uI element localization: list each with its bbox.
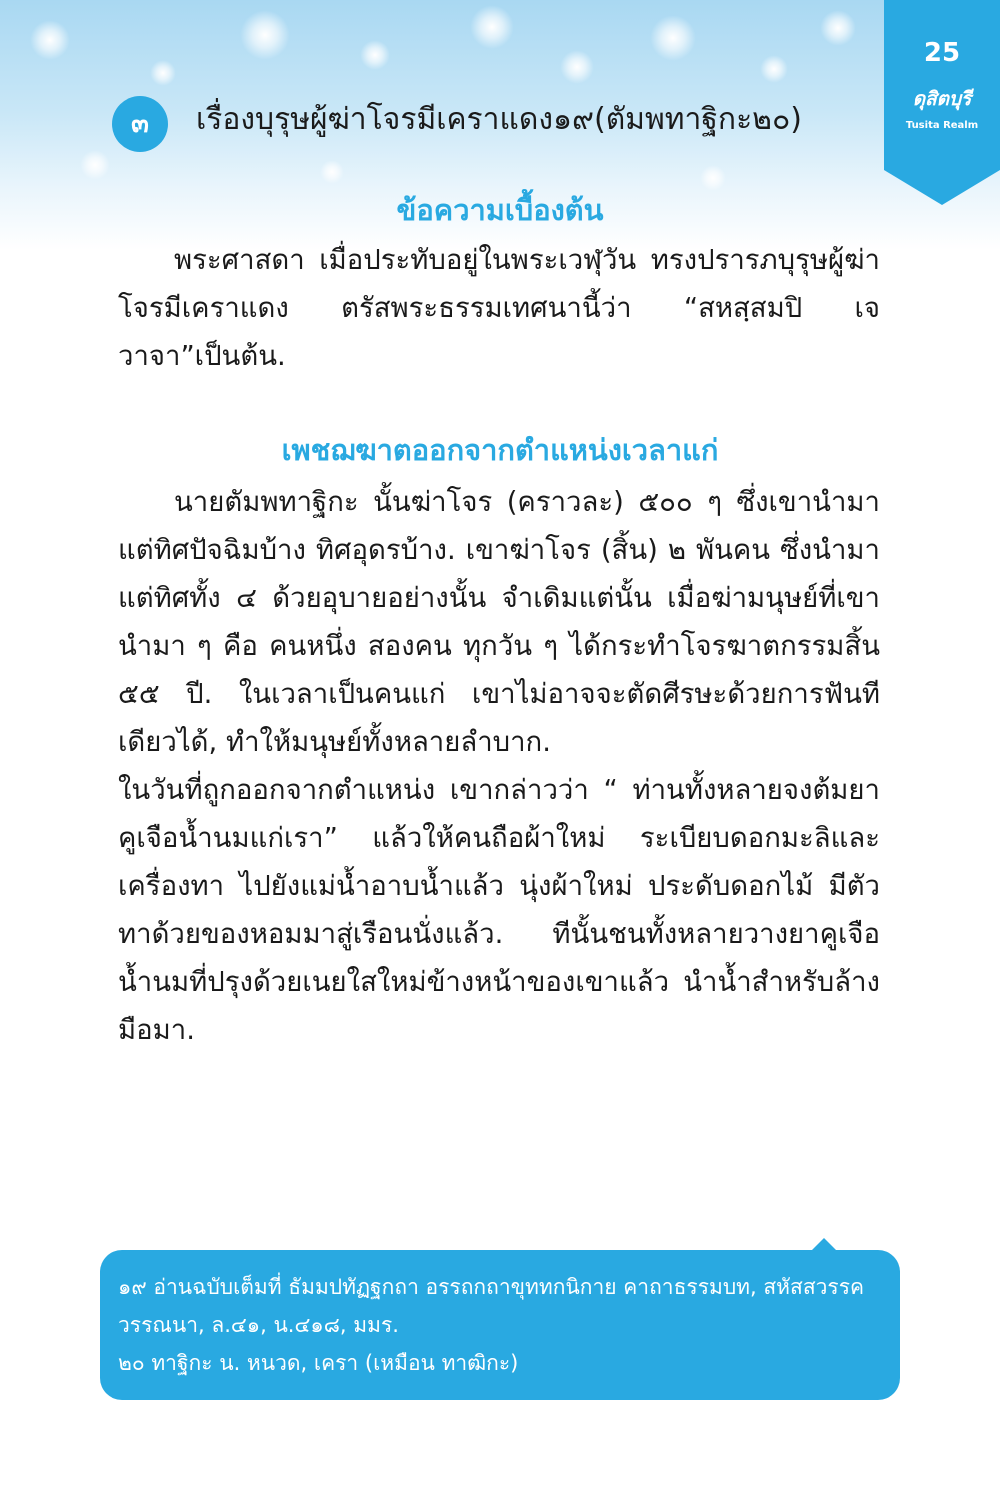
chapter-number-badge: ๓ — [112, 96, 168, 152]
section-body — [118, 236, 880, 380]
paragraph: ในวันที่ถูกออกจากตำแหน่ง เขากล่าวว่า “ ท่านทั้งหลายจงต้มยาคูเจือน้ำนมแก่เรา” แล้วให้คนถือผ้าใหม่ ระเบียบดอกมะลิและเครื่องทา ไปยังแม่น้ำอาบน้ำแล้ว นุ่งผ้าใหม่ ประดับดอกไม้ มีตัวทาด้วยของหอมมาสู่เรือนนั่งแล้ว. ทีนั้นชนทั้งหลายวางยาคูเจือน้ำนมที่ปรุงด้วยเนยใสใหม่ข้างหน้าของเขาแล้ว นำน้ำสำหรับล้างมือมา. — [118, 774, 880, 1046]
sparkle-decoration — [30, 20, 70, 60]
section-heading: เพชฌฆาตออกจากตำแหน่งเวลาแก่ — [281, 433, 719, 467]
paragraph: นายตัมพทาฐิกะ นั้นฆ่าโจร (คราวละ) ๕๐๐ ๆ ซึ่งเขานำมาแต่ทิศปัจฉิมบ้าง ทิศอุดรบ้าง. เขาฆ่าโจร (สิ้น) ๒ พันคน ซึ่งนำมาแต่ทิศทั้ง ๔ ด้วยอุบายอย่างนั้น จำเดิมแต่นั้น เมื่อฆ่ามนุษย์ที่เขานำมา ๆ คือ คนหนึ่ง สองคน ทุกวัน ๆ ได้กระทำโจรฆาตกรรมสิ้น ๕๕ ปี. ในเวลาเป็นคนแก่ เขาไม่อาจจะตัดศีรษะด้วยการฟันทีเดียวได้, ทำให้มนุษย์ทั้งหลายลำบาก. — [118, 486, 880, 758]
sparkle-decoration — [150, 60, 176, 86]
page-number-tab — [884, 0, 1000, 205]
sparkle-decoration — [760, 55, 788, 83]
brand-logo-english: Tusita Realm — [905, 120, 979, 131]
brand-logo-thai: ดุสิตบุรี — [912, 88, 972, 110]
section-heading: ข้อความเบื้องต้น — [396, 193, 604, 227]
page-number: 25 — [923, 38, 961, 68]
chapter-title: เรื่องบุรุษผู้ฆ่าโจรมีเคราแดง๑๙(ตัมพทาฐิกะ๒๐) — [196, 102, 802, 137]
sparkle-decoration — [470, 5, 514, 49]
footnote-19: ๑๙ อ่านฉบับเต็มที่ ธัมมปทัฏฐกถา อรรถกถาขุททกนิกาย คาถาธรรมบท, สหัสสวรรควรรณนา, ล.๔๑, น.๔๑๘, มมร. — [118, 1275, 865, 1337]
sparkle-decoration — [560, 50, 594, 84]
paragraph: พระศาสดา เมื่อประทับอยู่ในพระเวฬุวัน ทรงปรารภบุรุษผู้ฆ่าโจรมีเคราแดง ตรัสพระธรรมเทศนานี้ว่า “สหสฺสมปิ เจ วาจา”เป็นต้น. — [118, 244, 880, 372]
footnotes — [118, 1268, 888, 1382]
footnote-box — [100, 1250, 900, 1400]
footnote-20: ๒๐ ทาฐิกะ น. หนวด, เครา (เหมือน ทาฒิกะ) — [118, 1351, 519, 1375]
sparkle-decoration — [360, 40, 390, 70]
sparkle-decoration — [240, 10, 290, 60]
sparkle-decoration — [820, 10, 856, 46]
section-body — [118, 478, 880, 1054]
sparkle-decoration — [80, 150, 110, 180]
sparkle-decoration — [650, 15, 696, 61]
sparkle-decoration — [320, 160, 344, 184]
